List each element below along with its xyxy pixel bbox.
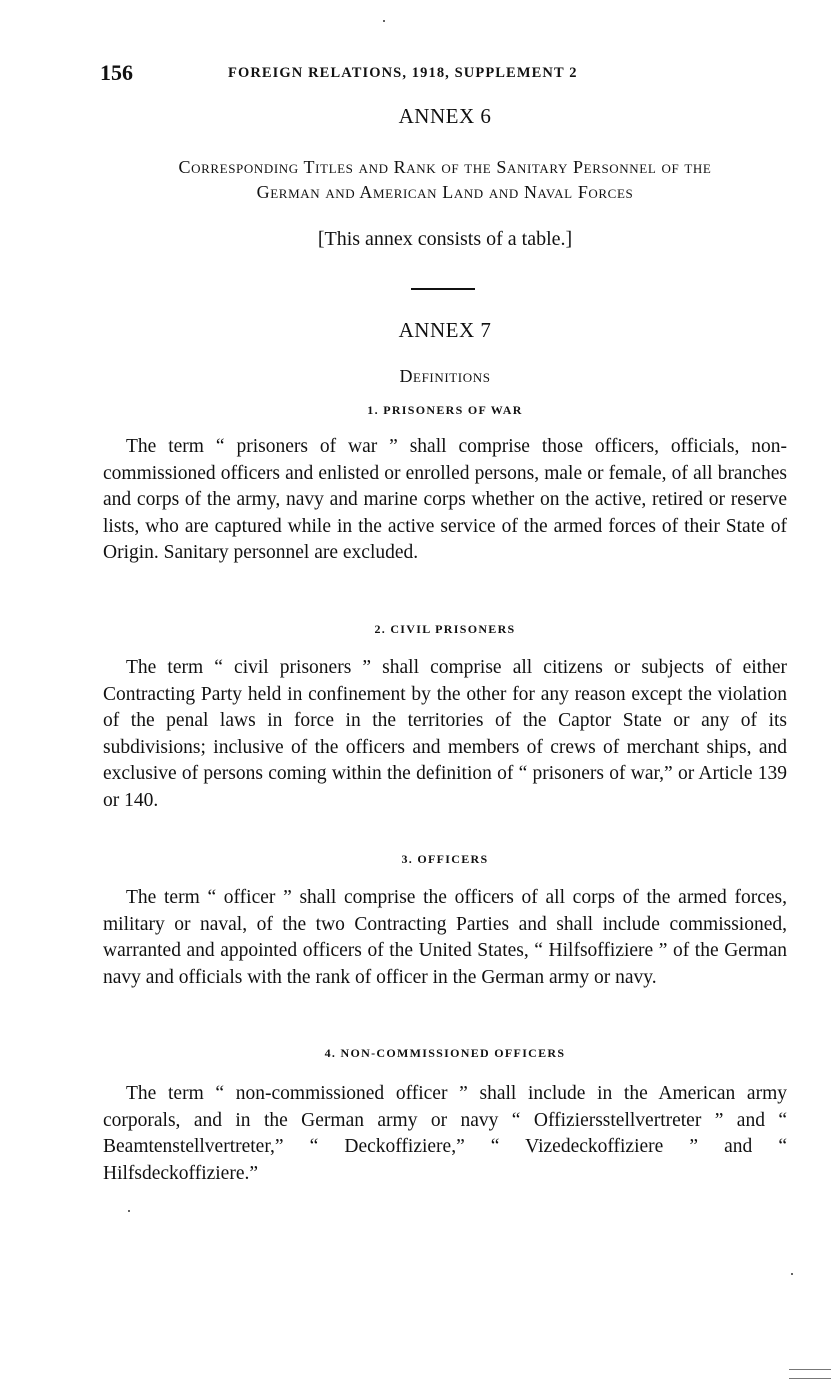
annex-6-subtitle-line2: German and American Land and Naval Forces: [256, 182, 634, 202]
page-header: [100, 60, 790, 90]
annex-6-subtitle-line1: Corresponding Titles and Rank of the Sanitary Personnel of the: [178, 157, 712, 177]
section-divider: [411, 288, 475, 290]
print-speck: [128, 1210, 130, 1212]
annex-6-title: ANNEX 6: [398, 104, 492, 128]
section-heading-prisoners-of-war: 1. PRISONERS OF WAR: [367, 403, 523, 417]
annex-6-note: [This annex consists of a table.]: [317, 228, 573, 250]
section-heading-civil-prisoners: 2. CIVIL PRISONERS: [374, 622, 516, 636]
section-text-officers: The term “ officer ” shall comprise the officers of all corps of the armed forces, military or naval, of the two Contracting Parties and shall include commissioned, warranted and appointed officers of the United States, “ Hilfsoffiziere ” of the German navy and officials with the rank of officer in the German army or navy.: [103, 887, 787, 988]
scan-edge-lines: [789, 1369, 831, 1379]
page-number: 156: [100, 60, 133, 85]
section-text-non-commissioned-officers: The term “ non-commissioned officer ” shall include in the American army corporals, and in the German army or navy “ Offiziersstellvertreter ” and “ Beamtenstellvertreter,” “ Deckoffiziere,” “ Vizedeckoffiziere ” and “ Hilfsdeckoffiziere.”: [103, 1083, 787, 1184]
section-heading-officers: 3. OFFICERS: [401, 852, 489, 866]
print-speck: [791, 1273, 793, 1275]
print-speck: [383, 20, 385, 22]
annex-7-subtitle: Definitions: [399, 366, 491, 386]
section-text-civil-prisoners: The term “ civil prisoners ” shall comprise all citizens or subjects of either Contracting Party held in confinement by the other for any reason except the violation of the penal laws in force in the territories of the Captor State or any of its subdivisions; inclusive of the officers and members of crews of merchant ships, and exclusive of persons coming within the definition of “ prisoners of war,” or Article 139 or 140.: [103, 657, 787, 811]
running-head: FOREIGN RELATIONS, 1918, SUPPLEMENT 2: [228, 65, 578, 81]
section-text-prisoners-of-war: The term “ prisoners of war ” shall comprise those officers, officials, non-commissioned officers and enlisted or enrolled persons, male or female, of all branches and corps of the army, navy and marine corps whether on the active, retired or reserve lists, who are captured while in the active service of the armed forces of their State of Origin. Sanitary personnel are excluded.: [103, 436, 787, 563]
annex-7-title: ANNEX 7: [398, 318, 492, 342]
section-heading-non-commissioned-officers: 4. NON-COMMISSIONED OFFICERS: [324, 1046, 566, 1060]
annex-6-subtitle: [103, 155, 787, 205]
